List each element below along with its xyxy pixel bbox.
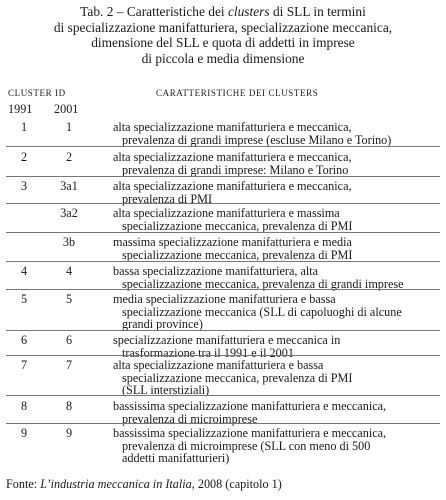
cluster-id-1991: 5 (20, 292, 28, 306)
description-line: addetti manifatturieri) (122, 451, 230, 466)
cluster-description (113, 236, 443, 261)
description-line: grandi province) (122, 317, 203, 332)
header-year-2001: 2001 (54, 102, 79, 116)
cluster-id-1991: 1 (20, 120, 28, 134)
description-line: bassa specializzazione manifatturiera, alta (113, 264, 319, 278)
caption-italic-term: clusters (227, 4, 270, 19)
cluster-id-2001: 5 (65, 292, 73, 306)
caption-line: di specializzazione manifatturiera, specializzazione meccanica, (53, 19, 393, 35)
description-line: specializzazione meccanica, prevalenza di grandi imprese (122, 276, 404, 291)
cluster-id-1991: 9 (20, 426, 28, 440)
header-cluster-id: CLUSTER ID (8, 88, 66, 98)
row-divider (6, 330, 440, 331)
description-line: specializzazione meccanica (SLL di capoluoghi di alcune (122, 304, 402, 319)
cluster-id-1991: 2 (20, 150, 28, 164)
caption-prefix: Tab. 2 – Caratteristiche dei (80, 4, 228, 19)
row-divider (6, 423, 440, 424)
description-line: alta specializzazione manifatturiera e meccanica, (113, 120, 352, 134)
cluster-id-1991: 3 (20, 179, 28, 193)
cluster-id-2001: 7 (65, 358, 73, 372)
description-line: bassissima specializzazione manifatturiera e meccanica, (113, 426, 387, 440)
cluster-id-2001: 9 (65, 426, 73, 440)
description-line: prevalenza di grandi imprese: Milano e Torino (122, 162, 349, 177)
row-divider (6, 395, 440, 396)
cluster-id-2001: 8 (65, 399, 73, 413)
cluster-description (113, 151, 443, 176)
source-title: L’industria meccanica in Italia (40, 477, 192, 491)
description-line: specializzazione meccanica, prevalenza di PMI (122, 247, 353, 262)
description-line: prevalenza di grandi imprese (escluse Milano e Torino) (122, 132, 392, 147)
description-line: alta specializzazione manifatturiera e bassa (113, 358, 324, 372)
row-divider (6, 176, 440, 177)
cluster-id-2001: 3b (62, 235, 76, 249)
row-divider (6, 261, 440, 262)
description-line: trasformazione tra il 1991 e il 2001 (122, 345, 294, 360)
cluster-id-1991: 7 (20, 358, 28, 372)
table-source (6, 477, 282, 492)
caption-line: di piccola e media dimensione (141, 50, 305, 66)
header-characteristics: CARATTERISTICHE DEI CLUSTERS (156, 88, 319, 98)
description-line: specializzazione meccanica, prevalenza di PMI (122, 370, 353, 385)
caption-line: dimensione del SLL e quota di addetti in imprese (91, 35, 355, 51)
table-caption (0, 4, 446, 66)
description-line: alta specializzazione manifatturiera e meccanica, (113, 150, 352, 164)
cluster-id-1991: 6 (20, 333, 28, 347)
cluster-id-2001: 4 (65, 264, 73, 278)
cluster-id-1991: 8 (20, 399, 28, 413)
cluster-description (113, 265, 443, 290)
cluster-description (113, 207, 443, 232)
cluster-id-2001: 3a1 (60, 179, 78, 193)
cluster-id-2001: 1 (65, 120, 73, 134)
row-divider (6, 289, 440, 290)
source-suffix: , 2008 (capitolo 1) (191, 477, 282, 491)
cluster-description (113, 427, 443, 465)
row-divider (6, 203, 440, 204)
cluster-description (113, 121, 443, 146)
cluster-id-1991: 4 (20, 264, 28, 278)
caption-line (0, 4, 446, 20)
description-line: prevalenza di PMI (122, 191, 213, 206)
cluster-description (113, 400, 443, 425)
header-year-1991: 1991 (8, 102, 33, 116)
row-divider (6, 355, 440, 356)
description-line: (SLL interstiziali) (122, 383, 210, 398)
cluster-description (113, 293, 443, 331)
row-divider (6, 146, 440, 147)
description-line: alta specializzazione manifatturiera e meccanica, (113, 179, 352, 193)
cluster-description (113, 180, 443, 205)
cluster-id-2001: 6 (65, 333, 73, 347)
description-line: prevalenza di microimprese (SLL con meno di 500 (122, 438, 371, 453)
description-line: specializzazione meccanica, prevalenza di PMI (122, 218, 353, 233)
cluster-description (113, 359, 443, 397)
cluster-id-2001: 3a2 (60, 206, 78, 220)
description-line: media specializzazione manifatturiera e bassa (113, 292, 336, 306)
caption-suffix: di SLL in termini (269, 4, 366, 19)
cluster-id-2001: 2 (65, 150, 73, 164)
row-divider (6, 232, 440, 233)
description-line: alta specializzazione manifatturiera e massima (113, 206, 340, 220)
description-line: bassissima specializzazione manifatturiera e meccanica, (113, 399, 387, 413)
description-line: specializzazione manifatturiera e meccanica in (113, 333, 341, 347)
description-line: massima specializzazione manifatturiera e media (113, 235, 352, 249)
description-line: prevalenza di microimprese (122, 411, 258, 426)
source-prefix: Fonte: (6, 477, 41, 491)
